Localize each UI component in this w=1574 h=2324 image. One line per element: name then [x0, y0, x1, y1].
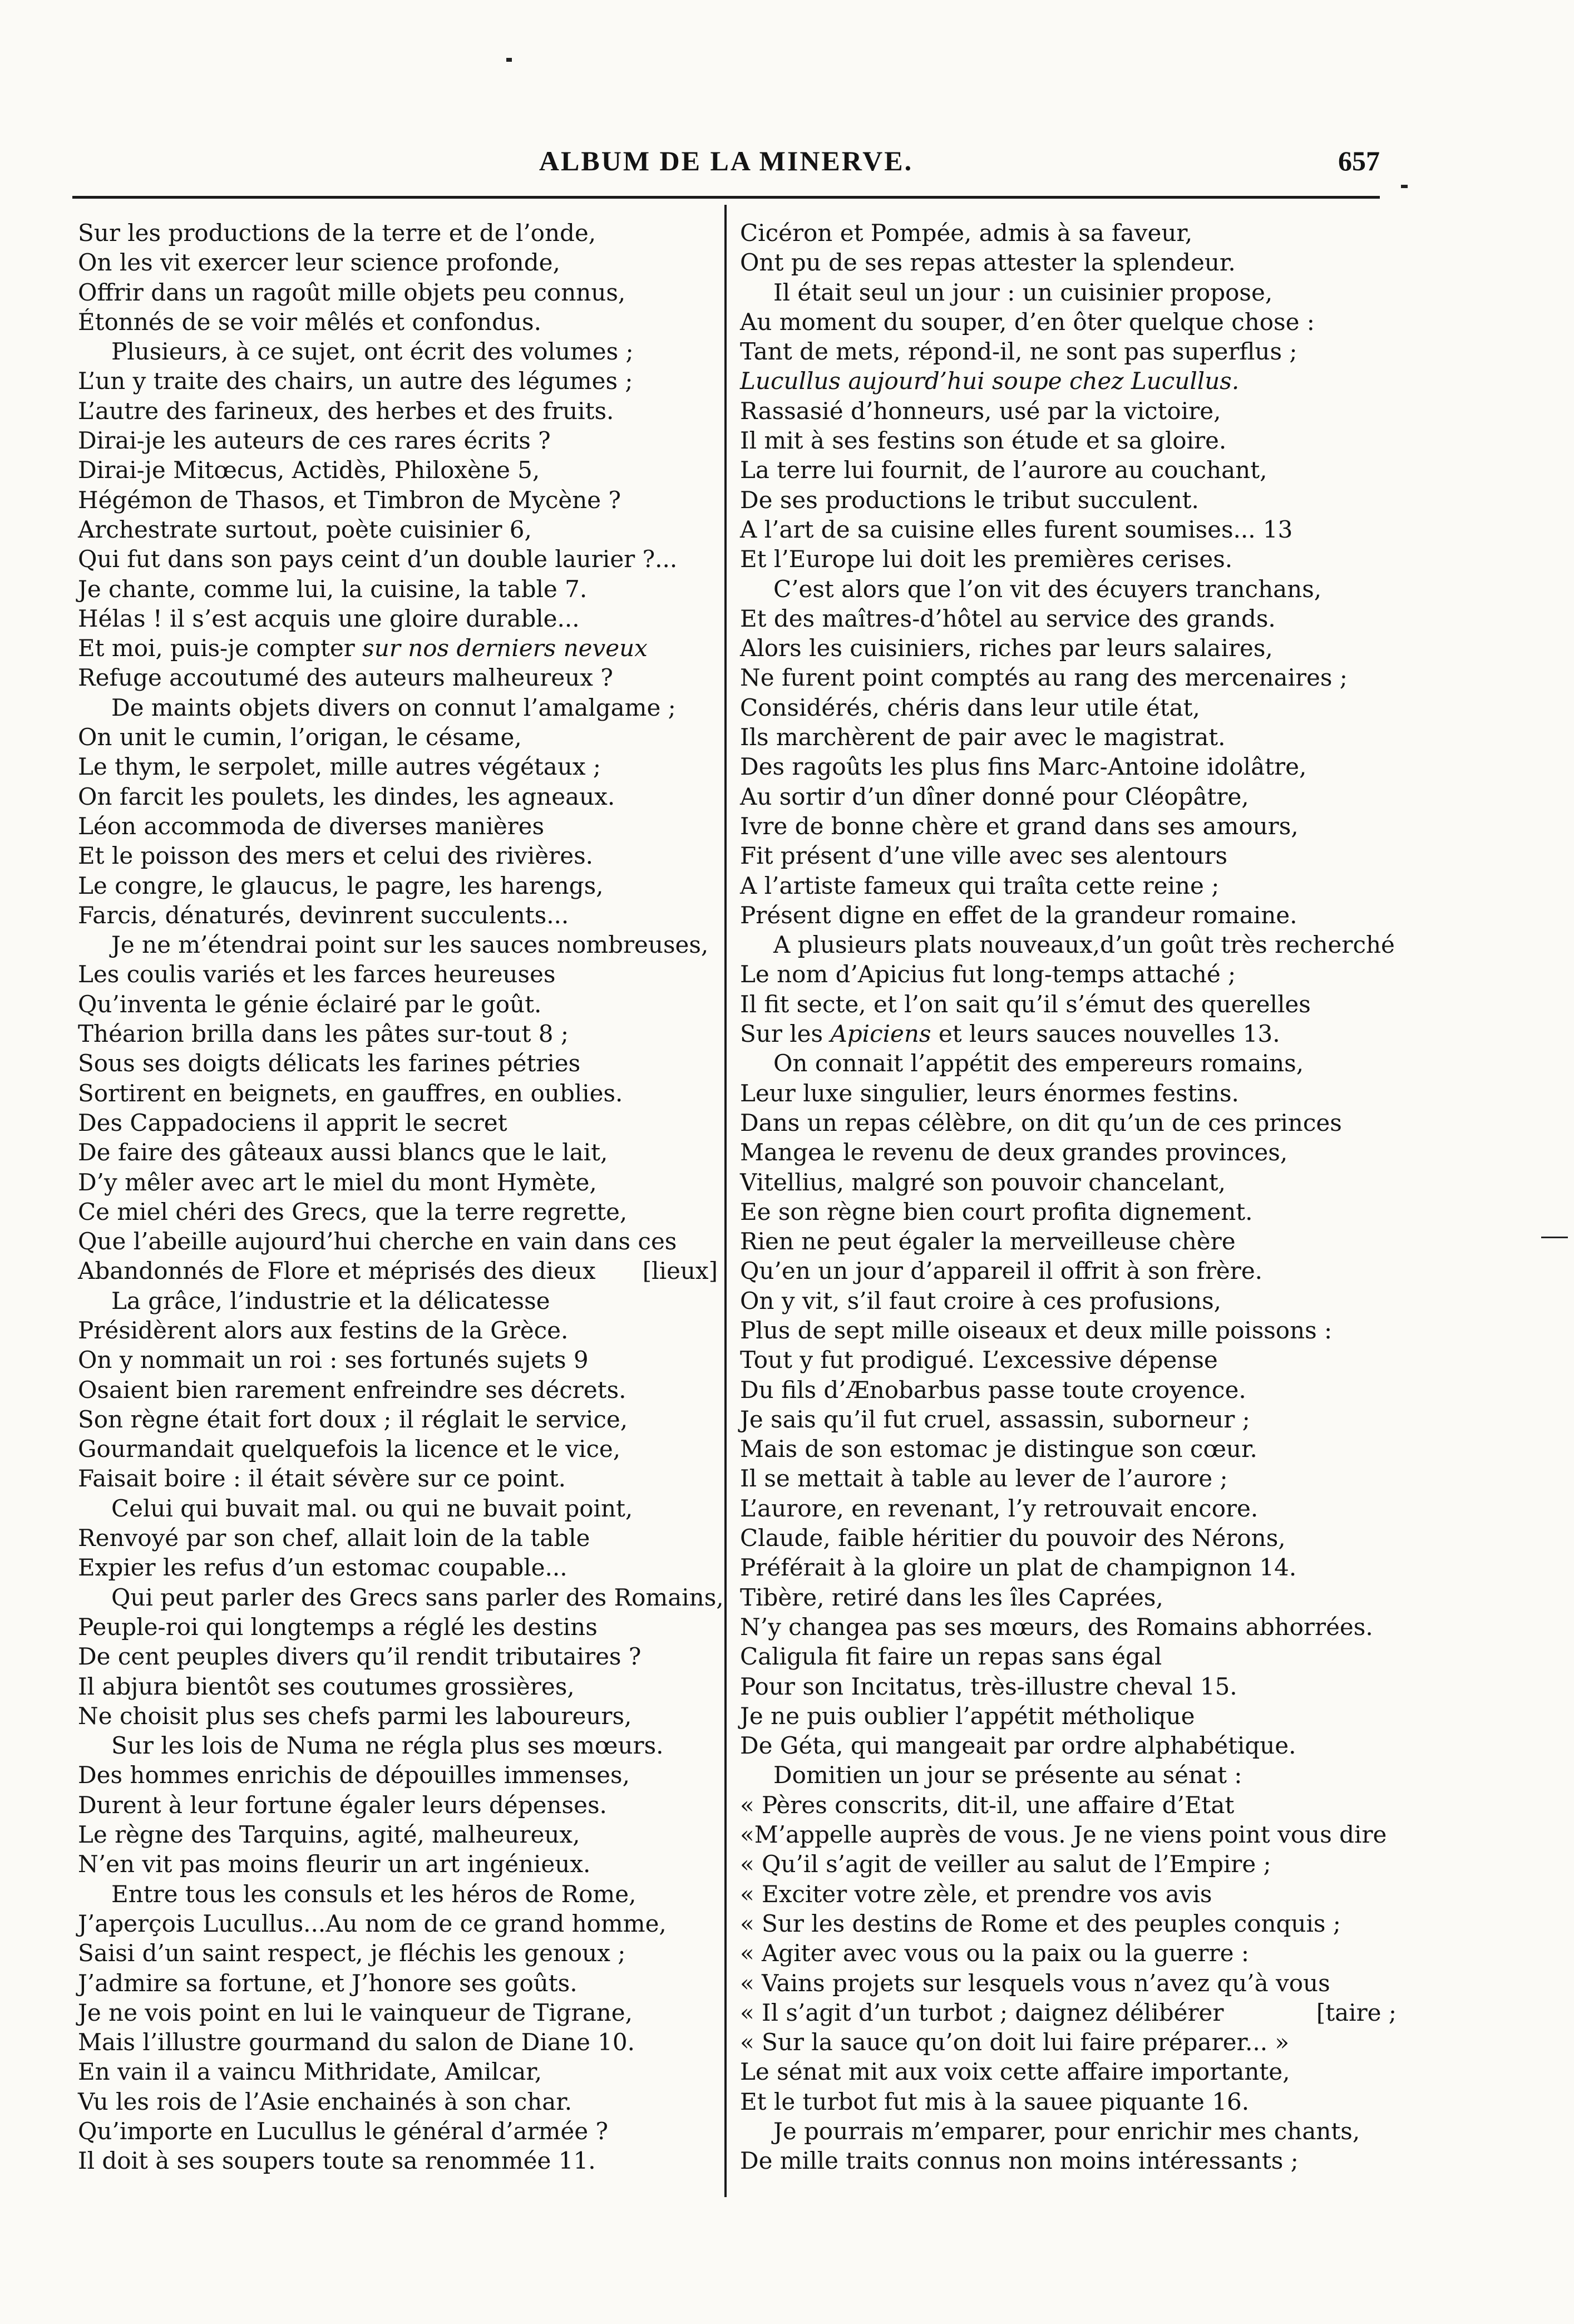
verse-text: Je chante, comme lui, la cuisine, la table 7.	[78, 575, 588, 603]
verse-line	[78, 1760, 712, 1790]
verse-line	[78, 1523, 712, 1553]
verse-text: Qu’importe en Lucullus le général d’armée ?	[78, 2118, 608, 2145]
verse-line	[78, 2146, 712, 2175]
verse-line	[740, 2146, 1391, 2175]
verse-line	[78, 1286, 712, 1316]
verse-text: Le congre, le glaucus, le pagre, les harengs,	[78, 872, 604, 899]
verse-text: «M’appelle auprès de vous. Je ne viens point vous dire	[740, 1821, 1387, 1849]
verse-text: Abandonnés de Flore et méprisés des dieux	[78, 1257, 596, 1285]
verse-line	[740, 1701, 1391, 1731]
verse-line	[740, 574, 1391, 604]
verse-text: Il doit à ses soupers toute sa renommée 11.	[78, 2147, 596, 2175]
verse-line	[740, 544, 1391, 574]
verse-text: Dans un repas célèbre, on dit qu’un de ces princes	[740, 1109, 1342, 1136]
verse-line	[78, 544, 712, 574]
verse-line	[740, 278, 1391, 307]
verse-line	[740, 604, 1391, 633]
verse-text: On les vit exercer leur science profonde,	[78, 249, 560, 277]
verse-text: Plusieurs, à ce sujet, ont écrit des volumes ;	[111, 338, 634, 366]
verse-line	[78, 1731, 712, 1760]
verse-line	[740, 1849, 1391, 1879]
verse-line	[78, 1820, 712, 1849]
verse-text: Alors les cuisiniers, riches par leurs salaires,	[740, 634, 1273, 662]
verse-line	[78, 959, 712, 989]
verse-text: De Géta, qui mangeait par ordre alphabétique.	[740, 1732, 1296, 1760]
verse-text: Présidèrent alors aux festins de la Grèce.	[78, 1316, 569, 1344]
verse-text: Osaient bien rarement enfreindre ses décrets.	[78, 1376, 626, 1404]
verse-text: Il fit secte, et l’on sait qu’il s’émut des querelles	[740, 990, 1311, 1018]
verse-line	[78, 722, 712, 752]
verse-line	[740, 1138, 1391, 1167]
verse-text: Tibère, retiré dans les îles Caprées,	[740, 1583, 1163, 1611]
verse-line	[78, 1168, 712, 1197]
verse-line	[740, 633, 1391, 663]
verse-italic-text: Lucullus aujourd’hui soupe chez Lucullus.	[740, 367, 1240, 395]
verse-line	[78, 278, 712, 307]
verse-line	[78, 1108, 712, 1138]
verse-text: Saisi d’un saint respect, je fléchis les genoux ;	[78, 1939, 626, 1967]
verse-text: Le règne des Tarquins, agité, malheureux,	[78, 1821, 580, 1849]
verse-text: Considérés, chéris dans leur utile état,	[740, 693, 1200, 721]
verse-line	[740, 1909, 1391, 1938]
verse-text: L’aurore, en revenant, l’y retrouvait encore.	[740, 1494, 1259, 1522]
verse-line	[78, 811, 712, 841]
verse-line	[78, 396, 712, 426]
verse-line	[78, 1494, 712, 1523]
verse-line	[740, 1434, 1391, 1464]
verse-text: Des ragoûts les plus fins Marc-Antoine idolâtre,	[740, 753, 1307, 781]
verse-text: L’autre des farineux, des herbes et des fruits.	[78, 397, 614, 425]
verse-line	[78, 1701, 712, 1731]
verse-text: Et l’Europe lui doit les premières cerises.	[740, 545, 1233, 573]
verse-line	[740, 1345, 1391, 1375]
verse-text: Sur les	[740, 1020, 831, 1048]
verse-text: Le nom d’Apicius fut long-temps attaché ;	[740, 961, 1236, 988]
verse-text: Celui qui buvait mal. ou qui ne buvait point,	[111, 1494, 633, 1522]
verse-text: Mais de son estomac je distingue son cœur.	[740, 1435, 1257, 1463]
verse-text: Entre tous les consuls et les héros de Rome,	[111, 1880, 636, 1908]
verse-text: Des Cappadociens il apprit le secret	[78, 1109, 507, 1136]
verse-line	[78, 841, 712, 870]
journal-title: ALBUM DE LA MINERVE.	[539, 145, 914, 176]
verse-line	[78, 1434, 712, 1464]
verse-text: Au moment du souper, d’en ôter quelque chose :	[740, 308, 1315, 336]
verse-line	[78, 1849, 712, 1879]
column-divider	[724, 205, 727, 2197]
verse-text: « Qu’il s’agit de veiller au salut de l’Empire ;	[740, 1850, 1271, 1878]
verse-line	[78, 485, 712, 515]
page-number: 657	[1338, 145, 1380, 176]
verse-text: Préférait à la gloire un plat de champignon 14.	[740, 1554, 1297, 1582]
verse-line	[740, 1731, 1391, 1760]
verse-text: Étonnés de se voir mêlés et confondus.	[78, 308, 541, 336]
verse-text: Je sais qu’il fut cruel, assassin, suborneur ;	[740, 1405, 1250, 1433]
verse-text: Je ne puis oublier l’appétit métholique	[740, 1702, 1195, 1730]
verse-text: Du fils d’Ænobarbus passe toute croyence.	[740, 1376, 1246, 1404]
verse-line	[740, 1048, 1391, 1078]
verse-text: Peuple-roi qui longtemps a réglé les destins	[78, 1613, 598, 1641]
verse-line	[78, 426, 712, 455]
verse-line	[78, 1464, 712, 1493]
verse-line	[78, 515, 712, 544]
verse-text: Hégémon de Thasos, et Timbron de Mycène ?	[78, 486, 621, 514]
verse-line	[740, 1108, 1391, 1138]
verse-line	[740, 930, 1395, 959]
verse-line	[740, 337, 1391, 366]
verse-text: Il se mettait à table au lever de l’aurore ;	[740, 1465, 1228, 1493]
verse-line	[740, 1938, 1391, 1968]
verse-text: Plus de sept mille oiseaux et deux mille poissons :	[740, 1316, 1333, 1344]
verse-line	[740, 989, 1391, 1019]
verse-text: « Exciter votre zèle, et prendre vos avis	[740, 1880, 1212, 1908]
verse-line	[740, 1375, 1391, 1405]
verse-line	[740, 1553, 1391, 1582]
verse-italic-text: sur nos derniers neveux	[362, 634, 648, 662]
verse-line	[740, 1583, 1391, 1612]
verse-line	[78, 1672, 712, 1701]
verse-line	[740, 2087, 1391, 2116]
verse-line	[78, 633, 712, 663]
verse-line	[78, 1375, 712, 1405]
verse-line	[78, 218, 712, 248]
verse-line	[740, 1494, 1391, 1523]
right-column	[740, 218, 1397, 2176]
verse-line	[740, 1019, 1391, 1048]
scan-speck	[1541, 1237, 1568, 1238]
verse-line	[740, 307, 1391, 337]
verse-text: Farcis, dénaturés, devinrent succulents...	[78, 901, 569, 929]
verse-line	[78, 752, 712, 781]
verse-line	[740, 1079, 1391, 1108]
verse-line	[740, 871, 1391, 900]
verse-text: De mille traits connus non moins intéressants ;	[740, 2147, 1299, 2175]
verse-text: De ses productions le tribut succulent.	[740, 486, 1199, 514]
verse-text: N’y changea pas ses mœurs, des Romains abhorrées.	[740, 1613, 1373, 1641]
verse-text: On y vit, s’il faut croire à ces profusions,	[740, 1287, 1221, 1314]
verse-text: Et des maîtres-d’hôtel au service des grands.	[740, 604, 1276, 632]
verse-text: Sous ses doigts délicats les farines pétries	[78, 1050, 581, 1077]
verse-line	[78, 1938, 712, 1968]
verse-overflow-bracket: [lieux]	[642, 1257, 718, 1285]
verse-text: On y nommait un roi : ses fortunés sujets 9	[78, 1346, 589, 1374]
verse-line	[78, 1405, 712, 1434]
verse-text: Claude, faible héritier du pouvoir des Nérons,	[740, 1524, 1286, 1552]
verse-line	[78, 337, 712, 366]
verse-text: Je ne vois point en lui le vainqueur de Tigrane,	[78, 1998, 633, 2026]
verse-line	[740, 663, 1391, 692]
verse-text: Rien ne peut égaler la merveilleuse chère	[740, 1228, 1236, 1255]
verse-line	[740, 1523, 1391, 1553]
verse-text: De maints objets divers on connut l’amalgame ;	[111, 693, 676, 721]
verse-line	[740, 515, 1391, 544]
verse-line	[78, 574, 712, 604]
verse-text: De faire des gâteaux aussi blancs que le lait,	[78, 1139, 608, 1166]
verse-line	[740, 1642, 1391, 1671]
verse-line	[740, 396, 1391, 426]
verse-line	[78, 930, 712, 959]
verse-line	[78, 307, 712, 337]
verse-line	[740, 1612, 1391, 1642]
verse-text: Rassasié d’honneurs, usé par la victoire,	[740, 397, 1221, 425]
verse-text: Tant de mets, répond-il, ne sont pas superflus ;	[740, 338, 1297, 366]
verse-line	[78, 2087, 712, 2116]
verse-line	[78, 248, 712, 277]
verse-text: Que l’abeille aujourd’hui cherche en vain dans ces	[78, 1228, 677, 1255]
verse-line	[740, 1197, 1391, 1227]
verse-text: A plusieurs plats nouveaux,d’un goût très recherché	[773, 931, 1395, 959]
verse-text: Ne choisit plus ses chefs parmi les laboureurs,	[78, 1702, 632, 1730]
verse-line	[740, 248, 1391, 277]
verse-text: Il abjura bientôt ses coutumes grossières,	[78, 1672, 575, 1700]
verse-line	[78, 1583, 724, 1612]
verse-text: D’y mêler avec art le miel du mont Hymète,	[78, 1168, 597, 1196]
verse-line	[78, 1968, 712, 1998]
verse-text: Hélas ! il s’est acquis une gloire durable...	[78, 604, 580, 632]
verse-text: Expier les refus d’un estomac coupable...	[78, 1554, 568, 1582]
verse-line	[78, 1909, 712, 1938]
verse-line	[740, 1760, 1391, 1790]
verse-line	[740, 2057, 1391, 2086]
verse-text: La terre lui fournit, de l’aurore au couchant,	[740, 456, 1267, 484]
verse-line	[740, 366, 1391, 396]
verse-line	[78, 1256, 718, 1286]
verse-text: « Vains projets sur lesquels vous n’avez qu’à vous	[740, 1969, 1330, 1997]
verse-text: C’est alors que l’on vit des écuyers tranchans,	[773, 575, 1322, 603]
verse-line	[78, 1345, 712, 1375]
verse-line	[78, 1879, 712, 1909]
verse-text: Sur les lois de Numa ne régla plus ses mœurs.	[111, 1732, 664, 1760]
verse-line	[78, 1316, 712, 1345]
verse-line	[740, 959, 1391, 989]
verse-line	[740, 1820, 1391, 1849]
verse-text: Et moi, puis-je compter	[78, 634, 363, 662]
verse-text: Théarion brilla dans les pâtes sur-tout 8 ;	[78, 1020, 569, 1048]
verse-text: De cent peuples divers qu’il rendit tributaires ?	[78, 1643, 642, 1671]
verse-line	[740, 455, 1391, 485]
verse-text: « Agiter avec vous ou la paix ou la guerre :	[740, 1939, 1250, 1967]
scan-speck	[1401, 185, 1408, 188]
verse-text: L’un y traite des chairs, un autre des légumes ;	[78, 367, 633, 395]
verse-line	[740, 1168, 1391, 1197]
verse-text: Offrir dans un ragoût mille objets peu connus,	[78, 278, 626, 306]
verse-line	[78, 1553, 712, 1582]
verse-line	[78, 1612, 712, 1642]
verse-text: Et le poisson des mers et celui des rivières.	[78, 842, 593, 870]
verse-text: On farcit les poulets, les dindes, les agneaux.	[78, 782, 615, 810]
verse-text: Renvoyé par son chef, allait loin de la table	[78, 1524, 590, 1552]
verse-line	[740, 782, 1391, 811]
verse-line	[78, 2057, 712, 2086]
verse-text: Ivre de bonne chère et grand dans ses amours,	[740, 812, 1299, 840]
verse-line	[78, 693, 712, 722]
verse-text: Je pourrais m’emparer, pour enrichir mes chants,	[773, 2118, 1360, 2145]
verse-text: Dirai-je Mitœcus, Actidès, Philoxène 5,	[78, 456, 540, 484]
verse-line	[740, 752, 1391, 781]
verse-text: Il mit à ses festins son étude et sa gloire.	[740, 427, 1227, 455]
verse-text: La grâce, l’industrie et la délicatesse	[111, 1287, 550, 1314]
verse-line	[78, 1642, 712, 1671]
verse-text-continued: et leurs sauces nouvelles 13.	[931, 1020, 1280, 1048]
running-header	[72, 139, 1380, 184]
verse-line	[78, 1790, 712, 1820]
left-column	[78, 218, 724, 2176]
verse-text: Ils marchèrent de pair avec le magistrat.	[740, 723, 1226, 751]
verse-text: Ce miel chéri des Grecs, que la terre regrette,	[78, 1198, 628, 1225]
verse-text: A l’art de sa cuisine elles furent soumises... 13	[740, 515, 1293, 543]
verse-text: Qu’inventa le génie éclairé par le goût.	[78, 990, 542, 1018]
verse-line	[78, 2116, 712, 2146]
verse-text: Sortirent en beignets, en gauffres, en oublies.	[78, 1079, 623, 1107]
verse-line	[740, 1879, 1391, 1909]
verse-text: Vu les rois de l’Asie enchainés à son char.	[78, 2087, 573, 2115]
verse-line	[740, 811, 1391, 841]
verse-line	[740, 1227, 1391, 1256]
verse-text: Léon accommoda de diverses manières	[78, 812, 545, 840]
verse-line	[78, 1019, 712, 1048]
verse-line	[740, 1316, 1391, 1345]
verse-line	[78, 900, 712, 930]
verse-text: J’admire sa fortune, et J’honore ses goûts.	[78, 1969, 578, 1997]
verse-line	[740, 1405, 1391, 1434]
verse-text: Le sénat mit aux voix cette affaire importante,	[740, 2058, 1290, 2086]
verse-line	[78, 989, 712, 1019]
verse-line	[740, 426, 1391, 455]
verse-text: « Sur la sauce qu’on doit lui faire préparer... »	[740, 2028, 1290, 2056]
scan-speck	[506, 58, 512, 62]
verse-line	[740, 2116, 1391, 2146]
verse-text: Présent digne en effet de la grandeur romaine.	[740, 901, 1297, 929]
verse-text: Mangea le revenu de deux grandes provinces,	[740, 1139, 1288, 1166]
verse-line	[78, 366, 712, 396]
verse-line	[78, 1227, 712, 1256]
verse-line	[740, 722, 1391, 752]
verse-text: Qui peut parler des Grecs sans parler des Romains,	[111, 1583, 724, 1611]
verse-line	[740, 1256, 1391, 1286]
verse-text: Domitien un jour se présente au sénat :	[773, 1761, 1242, 1789]
verse-line	[740, 900, 1391, 930]
verse-text: En vain il a vaincu Mithridate, Amilcar,	[78, 2058, 542, 2086]
verse-text: Ee son règne bien court profita dignement.	[740, 1198, 1253, 1225]
verse-text: Son règne était fort doux ; il réglait le service,	[78, 1405, 628, 1433]
verse-line	[740, 2027, 1391, 2057]
verse-overflow-bracket: [taire ;	[1316, 1998, 1397, 2026]
verse-line	[78, 1048, 712, 1078]
verse-text: « Sur les destins de Rome et des peuples conquis ;	[740, 1909, 1341, 1937]
verse-text: Faisait boire : il était sévère sur ce point.	[78, 1465, 566, 1493]
verse-text: « Pères conscrits, dit-il, une affaire d’Etat	[740, 1791, 1235, 1819]
verse-text: Dirai-je les auteurs de ces rares écrits ?	[78, 427, 551, 455]
verse-line	[740, 1672, 1391, 1701]
verse-text: Tout y fut prodigué. L’excessive dépense	[740, 1346, 1218, 1374]
verse-text: Je ne m’étendrai point sur les sauces nombreuses,	[111, 931, 709, 959]
verse-text: N’en vit pas moins fleurir un art ingénieux.	[78, 1850, 591, 1878]
verse-line	[78, 455, 712, 485]
verse-text: Au sortir d’un dîner donné pour Cléopâtre,	[740, 782, 1249, 810]
verse-line	[78, 1998, 712, 2027]
verse-text: Des hommes enrichis de dépouilles immenses,	[78, 1761, 630, 1789]
verse-line	[740, 1998, 1397, 2027]
verse-line	[78, 1079, 712, 1108]
verse-line	[78, 1197, 712, 1227]
verse-line	[740, 1464, 1391, 1493]
verse-line	[78, 663, 712, 692]
verse-line	[740, 218, 1391, 248]
verse-text: Gourmandait quelquefois la licence et le vice,	[78, 1435, 621, 1463]
verse-text: « Il s’agit d’un turbot ; daignez délibérer	[740, 1998, 1224, 2026]
verse-line	[740, 1968, 1391, 1998]
verse-text: On connait l’appétit des empereurs romains,	[773, 1050, 1304, 1077]
verse-text: Les coulis variés et les farces heureuses	[78, 961, 556, 988]
verse-text: Fit présent d’une ville avec ses alentours	[740, 842, 1228, 870]
verse-text: Ne furent point comptés au rang des mercenaires ;	[740, 664, 1348, 692]
verse-text: Mais l’illustre gourmand du salon de Diane 10.	[78, 2028, 635, 2056]
header-rule	[72, 196, 1380, 199]
verse-text: Vitellius, malgré son pouvoir chancelant,	[740, 1168, 1226, 1196]
verse-line	[78, 782, 712, 811]
verse-text: Pour son Incitatus, très-illustre cheval 15.	[740, 1672, 1237, 1700]
verse-text: Leur luxe singulier, leurs énormes festins.	[740, 1079, 1239, 1107]
verse-text: On unit le cumin, l’origan, le césame,	[78, 723, 522, 751]
verse-text: A l’artiste fameux qui traîta cette reine ;	[740, 872, 1220, 899]
verse-text: Il était seul un jour : un cuisinier propose,	[773, 278, 1273, 306]
verse-line	[740, 693, 1391, 722]
verse-text: Qu’en un jour d’appareil il offrit à son frère.	[740, 1257, 1263, 1285]
verse-line	[78, 1138, 712, 1167]
verse-text: J’aperçois Lucullus...Au nom de ce grand homme,	[78, 1909, 667, 1937]
verse-text: Caligula fit faire un repas sans égal	[740, 1643, 1162, 1671]
verse-line	[740, 485, 1391, 515]
verse-line	[740, 841, 1391, 870]
verse-italic-text: Apiciens	[830, 1020, 931, 1048]
verse-line	[78, 604, 712, 633]
verse-text: Et le turbot fut mis à la sauee piquante 16.	[740, 2087, 1250, 2115]
verse-line	[740, 1286, 1391, 1316]
verse-text: Refuge accoutumé des auteurs malheureux ?	[78, 664, 613, 692]
verse-text: Durent à leur fortune égaler leurs dépenses.	[78, 1791, 607, 1819]
verse-line	[78, 2027, 712, 2057]
verse-text: Ont pu de ses repas attester la splendeur.	[740, 249, 1236, 277]
verse-text: Sur les productions de la terre et de l’onde,	[78, 219, 596, 247]
verse-line	[740, 1790, 1391, 1820]
verse-text: Cicéron et Pompée, admis à sa faveur,	[740, 219, 1193, 247]
verse-text: Archestrate surtout, poète cuisinier 6,	[78, 515, 532, 543]
verse-text: Qui fut dans son pays ceint d’un double laurier ?...	[78, 545, 678, 573]
verse-text: Le thym, le serpolet, mille autres végétaux ;	[78, 753, 601, 781]
verse-line	[78, 871, 712, 900]
